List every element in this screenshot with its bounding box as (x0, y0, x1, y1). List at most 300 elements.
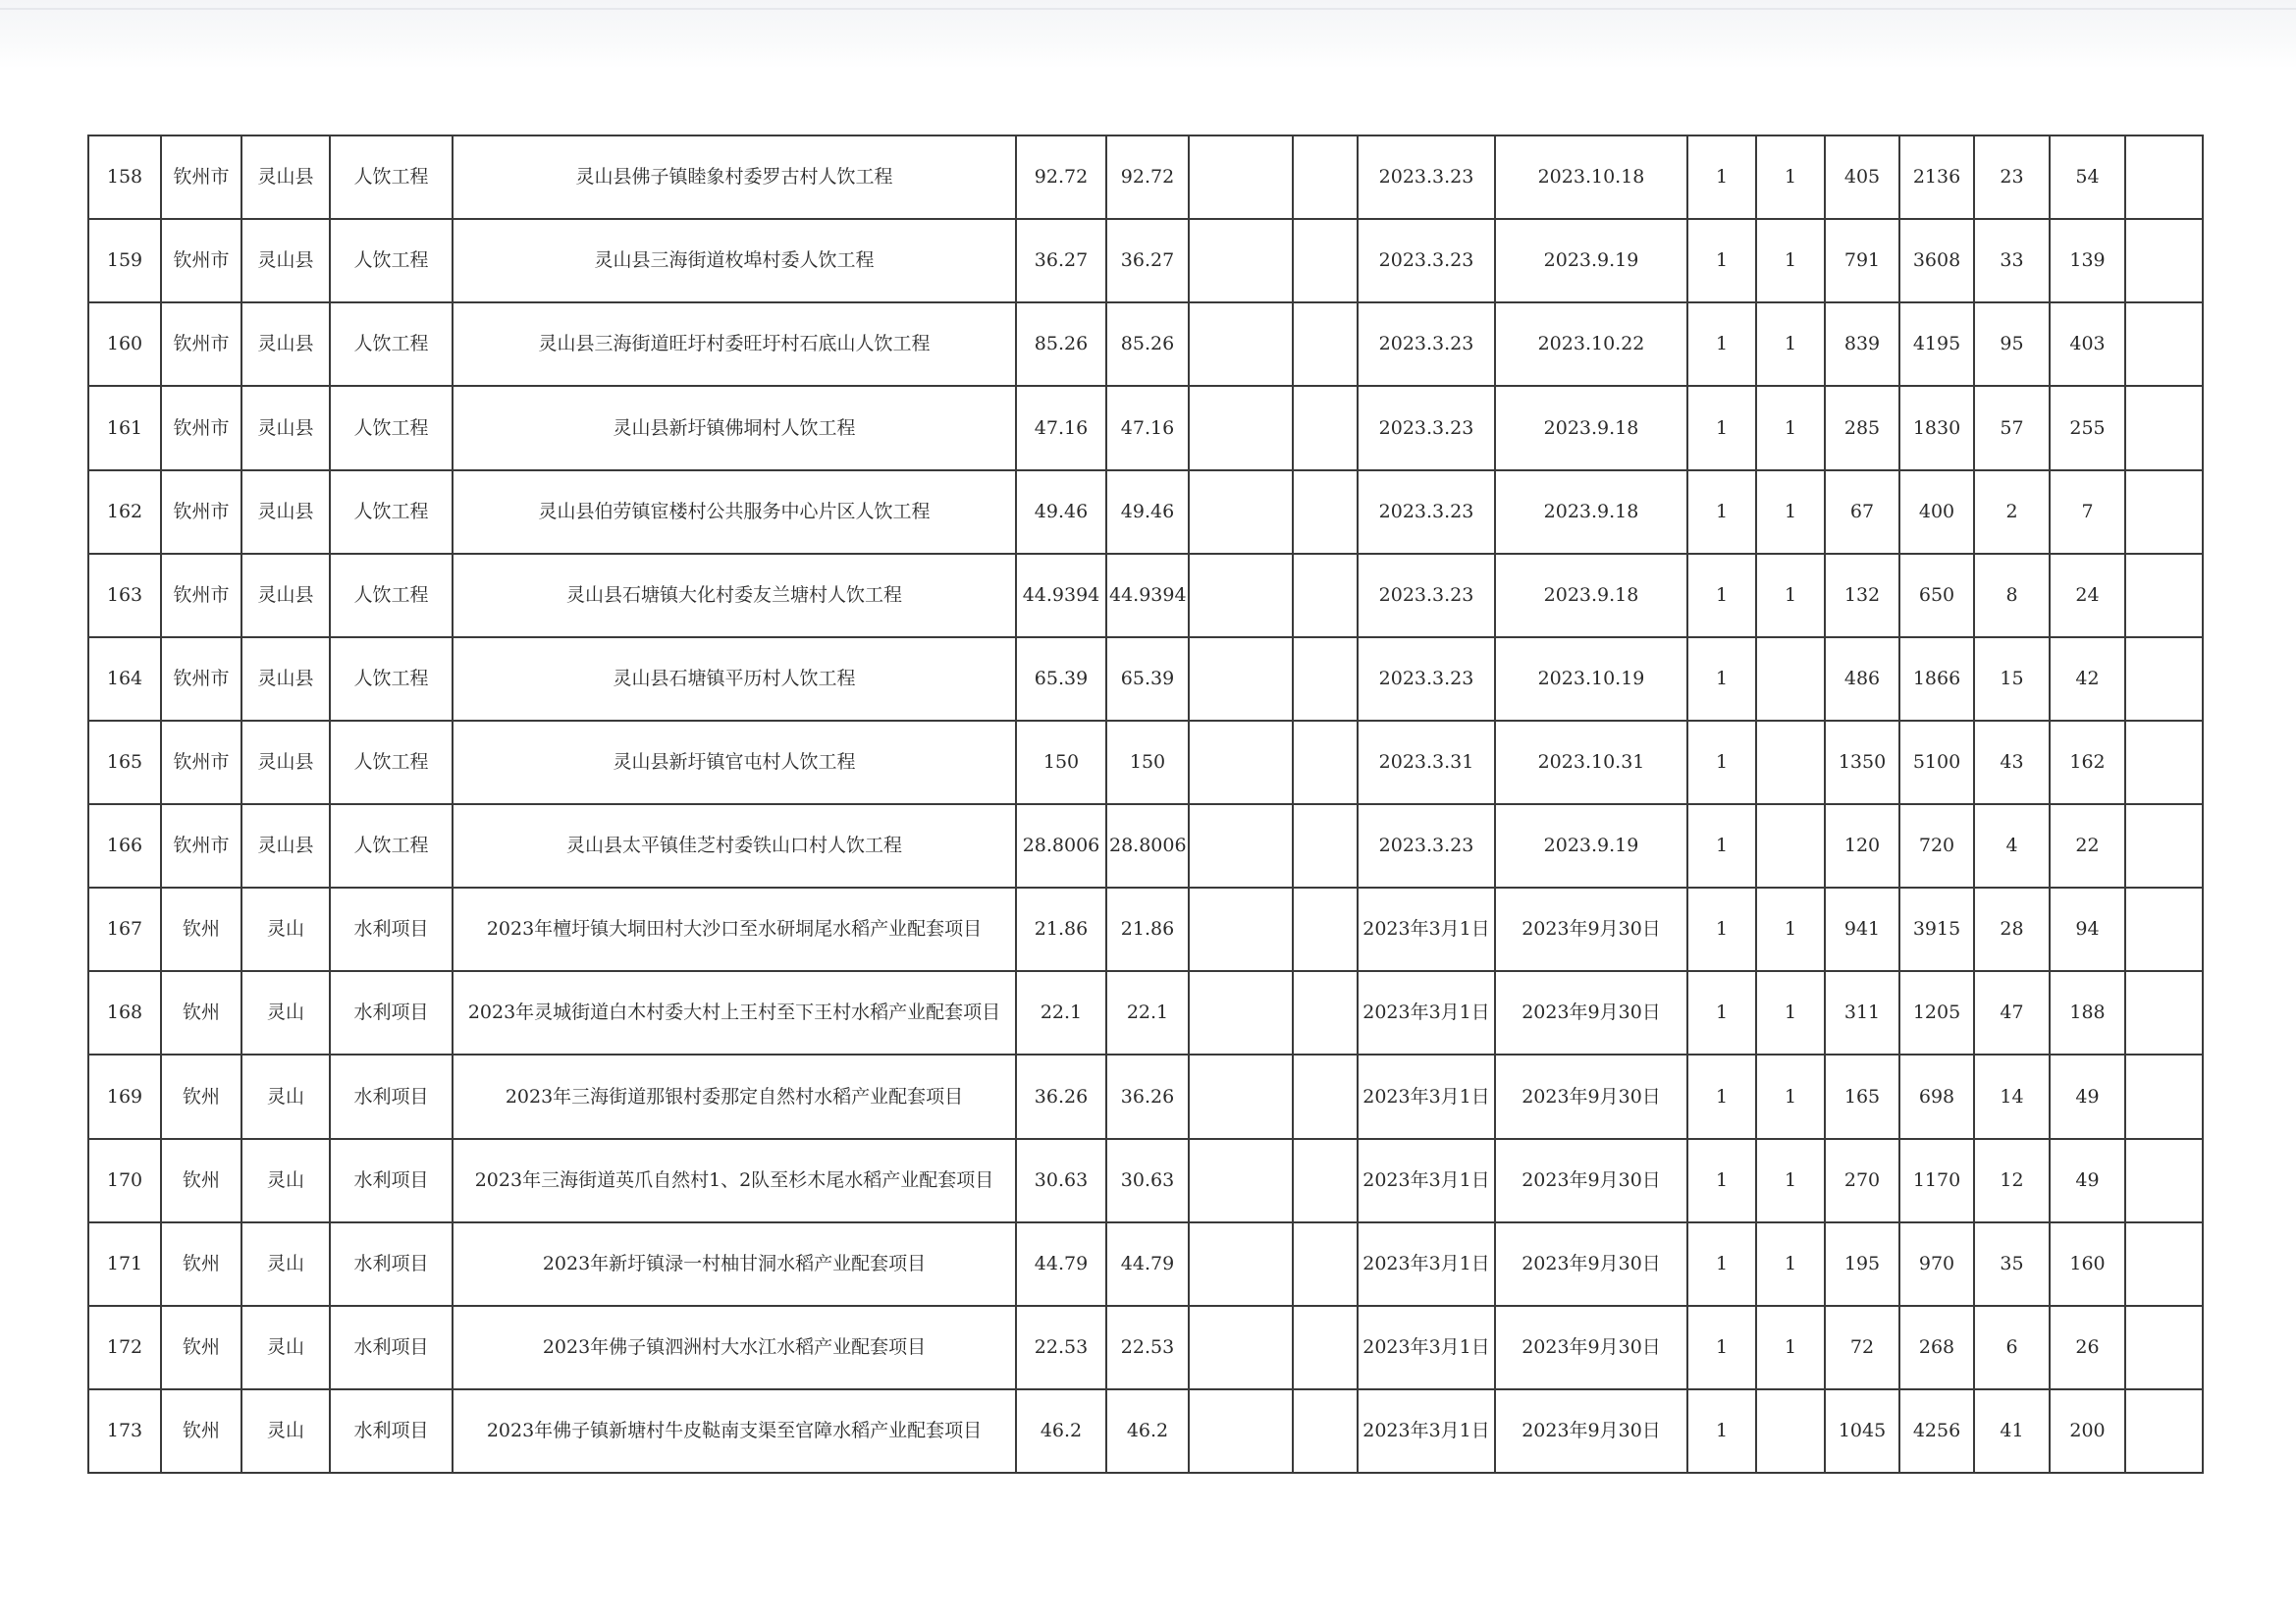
population-cell: 1866 (1899, 637, 1974, 721)
population-cell: 970 (1899, 1222, 1974, 1306)
amount-funded-cell: 46.2 (1106, 1389, 1189, 1473)
poor-population-cell: 22 (2050, 804, 2125, 888)
count-cell: 1 (1756, 302, 1825, 386)
households-cell: 285 (1825, 386, 1899, 469)
remark-cell (2125, 971, 2203, 1055)
poor-population-cell: 49 (2050, 1139, 2125, 1222)
city-cell: 钦州市 (161, 386, 241, 469)
count-cell: 1 (1756, 554, 1825, 637)
blank-cell (1293, 386, 1358, 469)
city-cell: 钦州 (161, 888, 241, 971)
project-table (87, 135, 2204, 1474)
count-cell: 1 (1687, 1222, 1756, 1306)
county-cell: 灵山县 (241, 470, 330, 554)
count-cell: 1 (1756, 135, 1825, 219)
project-type-cell: 水利项目 (330, 1222, 453, 1306)
end-date-cell: 2023年9月30日 (1495, 1222, 1687, 1306)
end-date-cell: 2023.9.18 (1495, 470, 1687, 554)
row-number-cell: 162 (88, 470, 161, 554)
population-cell: 3608 (1899, 219, 1974, 302)
blank-cell (1293, 470, 1358, 554)
row-number-cell: 159 (88, 219, 161, 302)
end-date-cell: 2023年9月30日 (1495, 1389, 1687, 1473)
city-cell: 钦州 (161, 1389, 241, 1473)
count-cell: 1 (1756, 219, 1825, 302)
blank-cell (1293, 1389, 1358, 1473)
row-number-cell: 173 (88, 1389, 161, 1473)
count-cell: 1 (1687, 1306, 1756, 1389)
amount-total-cell: 22.1 (1016, 971, 1106, 1055)
blank-cell (1189, 386, 1293, 469)
table-row (88, 1139, 2203, 1222)
start-date-cell: 2023.3.23 (1358, 470, 1495, 554)
population-cell: 268 (1899, 1306, 1974, 1389)
county-cell: 灵山 (241, 971, 330, 1055)
count-cell: 1 (1687, 971, 1756, 1055)
blank-cell (1189, 470, 1293, 554)
population-cell: 3915 (1899, 888, 1974, 971)
poor-households-cell: 12 (1974, 1139, 2050, 1222)
blank-cell (1293, 804, 1358, 888)
poor-population-cell: 255 (2050, 386, 2125, 469)
table-row (88, 971, 2203, 1055)
row-number-cell: 172 (88, 1306, 161, 1389)
amount-total-cell: 36.27 (1016, 219, 1106, 302)
blank-cell (1293, 1055, 1358, 1138)
amount-total-cell: 36.26 (1016, 1055, 1106, 1138)
end-date-cell: 2023.10.19 (1495, 637, 1687, 721)
project-type-cell: 人饮工程 (330, 302, 453, 386)
project-name-cell: 灵山县太平镇佳芝村委铁山口村人饮工程 (453, 804, 1016, 888)
row-number-cell: 168 (88, 971, 161, 1055)
end-date-cell: 2023.9.18 (1495, 554, 1687, 637)
amount-total-cell: 92.72 (1016, 135, 1106, 219)
end-date-cell: 2023年9月30日 (1495, 1306, 1687, 1389)
count-cell: 1 (1687, 804, 1756, 888)
table-row (88, 135, 2203, 219)
amount-total-cell: 28.8006 (1016, 804, 1106, 888)
remark-cell (2125, 135, 2203, 219)
end-date-cell: 2023年9月30日 (1495, 888, 1687, 971)
row-number-cell: 171 (88, 1222, 161, 1306)
poor-households-cell: 57 (1974, 386, 2050, 469)
table-row (88, 637, 2203, 721)
city-cell: 钦州市 (161, 721, 241, 804)
city-cell: 钦州市 (161, 470, 241, 554)
poor-households-cell: 43 (1974, 721, 2050, 804)
poor-households-cell: 8 (1974, 554, 2050, 637)
count-cell: 1 (1756, 971, 1825, 1055)
city-cell: 钦州 (161, 1055, 241, 1138)
amount-total-cell: 44.9394 (1016, 554, 1106, 637)
blank-cell (1189, 1306, 1293, 1389)
end-date-cell: 2023年9月30日 (1495, 1055, 1687, 1138)
project-name-cell: 灵山县三海街道旺圩村委旺圩村石底山人饮工程 (453, 302, 1016, 386)
city-cell: 钦州市 (161, 637, 241, 721)
amount-funded-cell: 21.86 (1106, 888, 1189, 971)
blank-cell (1189, 637, 1293, 721)
amount-total-cell: 44.79 (1016, 1222, 1106, 1306)
blank-cell (1189, 219, 1293, 302)
table-row (88, 1389, 2203, 1473)
count-cell: 1 (1756, 1055, 1825, 1138)
poor-households-cell: 14 (1974, 1055, 2050, 1138)
poor-households-cell: 4 (1974, 804, 2050, 888)
start-date-cell: 2023.3.23 (1358, 219, 1495, 302)
poor-population-cell: 24 (2050, 554, 2125, 637)
blank-cell (1293, 1139, 1358, 1222)
row-number-cell: 167 (88, 888, 161, 971)
blank-cell (1293, 1306, 1358, 1389)
project-type-cell: 人饮工程 (330, 470, 453, 554)
project-type-cell: 水利项目 (330, 1306, 453, 1389)
county-cell: 灵山县 (241, 135, 330, 219)
project-type-cell: 人饮工程 (330, 386, 453, 469)
project-type-cell: 水利项目 (330, 1055, 453, 1138)
remark-cell (2125, 1055, 2203, 1138)
county-cell: 灵山 (241, 1055, 330, 1138)
blank-cell (1189, 888, 1293, 971)
poor-population-cell: 49 (2050, 1055, 2125, 1138)
population-cell: 4256 (1899, 1389, 1974, 1473)
population-cell: 698 (1899, 1055, 1974, 1138)
poor-households-cell: 41 (1974, 1389, 2050, 1473)
table-row (88, 1306, 2203, 1389)
amount-funded-cell: 22.53 (1106, 1306, 1189, 1389)
households-cell: 791 (1825, 219, 1899, 302)
households-cell: 1350 (1825, 721, 1899, 804)
end-date-cell: 2023年9月30日 (1495, 971, 1687, 1055)
count-cell: 1 (1687, 1389, 1756, 1473)
row-number-cell: 163 (88, 554, 161, 637)
blank-cell (1293, 888, 1358, 971)
poor-population-cell: 7 (2050, 470, 2125, 554)
count-cell: 1 (1687, 1139, 1756, 1222)
households-cell: 839 (1825, 302, 1899, 386)
count-cell: 1 (1687, 302, 1756, 386)
amount-funded-cell: 22.1 (1106, 971, 1189, 1055)
blank-cell (1189, 971, 1293, 1055)
end-date-cell: 2023.10.18 (1495, 135, 1687, 219)
amount-funded-cell: 44.79 (1106, 1222, 1189, 1306)
county-cell: 灵山县 (241, 386, 330, 469)
county-cell: 灵山 (241, 1306, 330, 1389)
count-cell: 1 (1687, 386, 1756, 469)
poor-households-cell: 95 (1974, 302, 2050, 386)
table-row (88, 554, 2203, 637)
amount-total-cell: 21.86 (1016, 888, 1106, 971)
start-date-cell: 2023.3.23 (1358, 637, 1495, 721)
amount-total-cell: 49.46 (1016, 470, 1106, 554)
blank-cell (1293, 971, 1358, 1055)
poor-population-cell: 54 (2050, 135, 2125, 219)
start-date-cell: 2023.3.23 (1358, 302, 1495, 386)
project-name-cell: 灵山县石塘镇大化村委友兰塘村人饮工程 (453, 554, 1016, 637)
amount-funded-cell: 49.46 (1106, 470, 1189, 554)
project-name-cell: 2023年灵城街道白木村委大村上王村至下王村水稻产业配套项目 (453, 971, 1016, 1055)
start-date-cell: 2023.3.31 (1358, 721, 1495, 804)
row-number-cell: 165 (88, 721, 161, 804)
amount-funded-cell: 92.72 (1106, 135, 1189, 219)
amount-funded-cell: 47.16 (1106, 386, 1189, 469)
count-cell: 1 (1756, 1222, 1825, 1306)
project-name-cell: 2023年佛子镇新塘村牛皮鞑南支渠至官障水稻产业配套项目 (453, 1389, 1016, 1473)
table-row (88, 219, 2203, 302)
remark-cell (2125, 637, 2203, 721)
remark-cell (2125, 1306, 2203, 1389)
project-name-cell: 2023年三海街道英爪自然村1、2队至杉木尾水稻产业配套项目 (453, 1139, 1016, 1222)
remark-cell (2125, 386, 2203, 469)
remark-cell (2125, 554, 2203, 637)
blank-cell (1293, 554, 1358, 637)
remark-cell (2125, 888, 2203, 971)
county-cell: 灵山 (241, 1139, 330, 1222)
amount-total-cell: 46.2 (1016, 1389, 1106, 1473)
poor-population-cell: 200 (2050, 1389, 2125, 1473)
project-name-cell: 2023年檀圩镇大垌田村大沙口至水研垌尾水稻产业配套项目 (453, 888, 1016, 971)
population-cell: 1830 (1899, 386, 1974, 469)
blank-cell (1293, 219, 1358, 302)
project-name-cell: 灵山县新圩镇官屯村人饮工程 (453, 721, 1016, 804)
blank-cell (1189, 721, 1293, 804)
table-row (88, 888, 2203, 971)
project-name-cell: 2023年新圩镇渌一村柚甘洞水稻产业配套项目 (453, 1222, 1016, 1306)
count-cell (1756, 637, 1825, 721)
blank-cell (1293, 302, 1358, 386)
population-cell: 2136 (1899, 135, 1974, 219)
amount-total-cell: 47.16 (1016, 386, 1106, 469)
project-type-cell: 水利项目 (330, 888, 453, 971)
poor-households-cell: 6 (1974, 1306, 2050, 1389)
city-cell: 钦州市 (161, 219, 241, 302)
amount-funded-cell: 36.27 (1106, 219, 1189, 302)
amount-total-cell: 150 (1016, 721, 1106, 804)
end-date-cell: 2023年9月30日 (1495, 1139, 1687, 1222)
scan-top-shading (0, 0, 2296, 69)
poor-households-cell: 35 (1974, 1222, 2050, 1306)
start-date-cell: 2023.3.23 (1358, 386, 1495, 469)
table-row (88, 470, 2203, 554)
count-cell: 1 (1756, 386, 1825, 469)
county-cell: 灵山县 (241, 554, 330, 637)
city-cell: 钦州 (161, 1139, 241, 1222)
count-cell: 1 (1687, 1055, 1756, 1138)
amount-funded-cell: 30.63 (1106, 1139, 1189, 1222)
amount-funded-cell: 65.39 (1106, 637, 1189, 721)
remark-cell (2125, 1222, 2203, 1306)
county-cell: 灵山县 (241, 637, 330, 721)
blank-cell (1293, 135, 1358, 219)
blank-cell (1189, 1389, 1293, 1473)
start-date-cell: 2023年3月1日 (1358, 971, 1495, 1055)
population-cell: 4195 (1899, 302, 1974, 386)
population-cell: 5100 (1899, 721, 1974, 804)
project-name-cell: 灵山县三海街道枚埠村委人饮工程 (453, 219, 1016, 302)
poor-households-cell: 33 (1974, 219, 2050, 302)
count-cell: 1 (1687, 721, 1756, 804)
row-number-cell: 158 (88, 135, 161, 219)
amount-total-cell: 85.26 (1016, 302, 1106, 386)
table-row (88, 804, 2203, 888)
poor-households-cell: 47 (1974, 971, 2050, 1055)
row-number-cell: 170 (88, 1139, 161, 1222)
project-type-cell: 水利项目 (330, 1389, 453, 1473)
scan-top-edge (0, 8, 2296, 10)
households-cell: 132 (1825, 554, 1899, 637)
blank-cell (1189, 302, 1293, 386)
end-date-cell: 2023.10.31 (1495, 721, 1687, 804)
end-date-cell: 2023.9.18 (1495, 386, 1687, 469)
start-date-cell: 2023年3月1日 (1358, 888, 1495, 971)
count-cell: 1 (1756, 888, 1825, 971)
remark-cell (2125, 302, 2203, 386)
table-body (88, 135, 2203, 1473)
households-cell: 270 (1825, 1139, 1899, 1222)
households-cell: 195 (1825, 1222, 1899, 1306)
project-type-cell: 水利项目 (330, 1139, 453, 1222)
poor-population-cell: 42 (2050, 637, 2125, 721)
city-cell: 钦州 (161, 1222, 241, 1306)
households-cell: 486 (1825, 637, 1899, 721)
blank-cell (1189, 135, 1293, 219)
amount-total-cell: 30.63 (1016, 1139, 1106, 1222)
population-cell: 400 (1899, 470, 1974, 554)
remark-cell (2125, 804, 2203, 888)
count-cell: 1 (1687, 637, 1756, 721)
county-cell: 灵山 (241, 1389, 330, 1473)
project-name-cell: 灵山县石塘镇平历村人饮工程 (453, 637, 1016, 721)
city-cell: 钦州 (161, 971, 241, 1055)
households-cell: 405 (1825, 135, 1899, 219)
poor-households-cell: 2 (1974, 470, 2050, 554)
remark-cell (2125, 470, 2203, 554)
blank-cell (1189, 804, 1293, 888)
city-cell: 钦州 (161, 1306, 241, 1389)
amount-funded-cell: 150 (1106, 721, 1189, 804)
end-date-cell: 2023.9.19 (1495, 219, 1687, 302)
amount-funded-cell: 28.8006 (1106, 804, 1189, 888)
row-number-cell: 166 (88, 804, 161, 888)
households-cell: 120 (1825, 804, 1899, 888)
city-cell: 钦州市 (161, 302, 241, 386)
blank-cell (1293, 1222, 1358, 1306)
county-cell: 灵山县 (241, 219, 330, 302)
row-number-cell: 164 (88, 637, 161, 721)
population-cell: 1170 (1899, 1139, 1974, 1222)
city-cell: 钦州市 (161, 135, 241, 219)
poor-households-cell: 28 (1974, 888, 2050, 971)
project-name-cell: 灵山县伯劳镇宦楼村公共服务中心片区人饮工程 (453, 470, 1016, 554)
end-date-cell: 2023.9.19 (1495, 804, 1687, 888)
count-cell: 1 (1756, 1306, 1825, 1389)
amount-total-cell: 22.53 (1016, 1306, 1106, 1389)
count-cell: 1 (1687, 135, 1756, 219)
blank-cell (1293, 721, 1358, 804)
city-cell: 钦州市 (161, 804, 241, 888)
project-type-cell: 人饮工程 (330, 554, 453, 637)
start-date-cell: 2023.3.23 (1358, 804, 1495, 888)
households-cell: 941 (1825, 888, 1899, 971)
table-row (88, 1055, 2203, 1138)
table-row (88, 1222, 2203, 1306)
start-date-cell: 2023年3月1日 (1358, 1306, 1495, 1389)
poor-population-cell: 403 (2050, 302, 2125, 386)
project-type-cell: 人饮工程 (330, 721, 453, 804)
count-cell: 1 (1687, 470, 1756, 554)
count-cell (1756, 1389, 1825, 1473)
county-cell: 灵山县 (241, 721, 330, 804)
start-date-cell: 2023年3月1日 (1358, 1139, 1495, 1222)
poor-households-cell: 15 (1974, 637, 2050, 721)
remark-cell (2125, 721, 2203, 804)
blank-cell (1189, 554, 1293, 637)
population-cell: 1205 (1899, 971, 1974, 1055)
count-cell: 1 (1756, 1139, 1825, 1222)
start-date-cell: 2023年3月1日 (1358, 1055, 1495, 1138)
table-row (88, 302, 2203, 386)
households-cell: 311 (1825, 971, 1899, 1055)
row-number-cell: 169 (88, 1055, 161, 1138)
poor-population-cell: 94 (2050, 888, 2125, 971)
blank-cell (1189, 1055, 1293, 1138)
amount-funded-cell: 44.9394 (1106, 554, 1189, 637)
remark-cell (2125, 1139, 2203, 1222)
project-table-sheet (87, 135, 2198, 1474)
table-row (88, 721, 2203, 804)
households-cell: 72 (1825, 1306, 1899, 1389)
population-cell: 720 (1899, 804, 1974, 888)
project-type-cell: 人饮工程 (330, 135, 453, 219)
project-name-cell: 2023年佛子镇泗洲村大水江水稻产业配套项目 (453, 1306, 1016, 1389)
poor-households-cell: 23 (1974, 135, 2050, 219)
count-cell: 1 (1756, 470, 1825, 554)
project-type-cell: 人饮工程 (330, 637, 453, 721)
poor-population-cell: 26 (2050, 1306, 2125, 1389)
table-row (88, 386, 2203, 469)
poor-population-cell: 188 (2050, 971, 2125, 1055)
households-cell: 1045 (1825, 1389, 1899, 1473)
amount-funded-cell: 36.26 (1106, 1055, 1189, 1138)
end-date-cell: 2023.10.22 (1495, 302, 1687, 386)
project-type-cell: 水利项目 (330, 971, 453, 1055)
start-date-cell: 2023年3月1日 (1358, 1222, 1495, 1306)
project-type-cell: 人饮工程 (330, 219, 453, 302)
count-cell (1756, 804, 1825, 888)
households-cell: 165 (1825, 1055, 1899, 1138)
blank-cell (1189, 1222, 1293, 1306)
blank-cell (1189, 1139, 1293, 1222)
count-cell: 1 (1687, 554, 1756, 637)
count-cell: 1 (1687, 219, 1756, 302)
poor-population-cell: 139 (2050, 219, 2125, 302)
amount-funded-cell: 85.26 (1106, 302, 1189, 386)
county-cell: 灵山县 (241, 804, 330, 888)
county-cell: 灵山 (241, 1222, 330, 1306)
poor-population-cell: 162 (2050, 721, 2125, 804)
remark-cell (2125, 1389, 2203, 1473)
row-number-cell: 160 (88, 302, 161, 386)
project-name-cell: 灵山县新圩镇佛垌村人饮工程 (453, 386, 1016, 469)
city-cell: 钦州市 (161, 554, 241, 637)
start-date-cell: 2023.3.23 (1358, 554, 1495, 637)
row-number-cell: 161 (88, 386, 161, 469)
start-date-cell: 2023.3.23 (1358, 135, 1495, 219)
count-cell: 1 (1687, 888, 1756, 971)
county-cell: 灵山县 (241, 302, 330, 386)
remark-cell (2125, 219, 2203, 302)
households-cell: 67 (1825, 470, 1899, 554)
amount-total-cell: 65.39 (1016, 637, 1106, 721)
